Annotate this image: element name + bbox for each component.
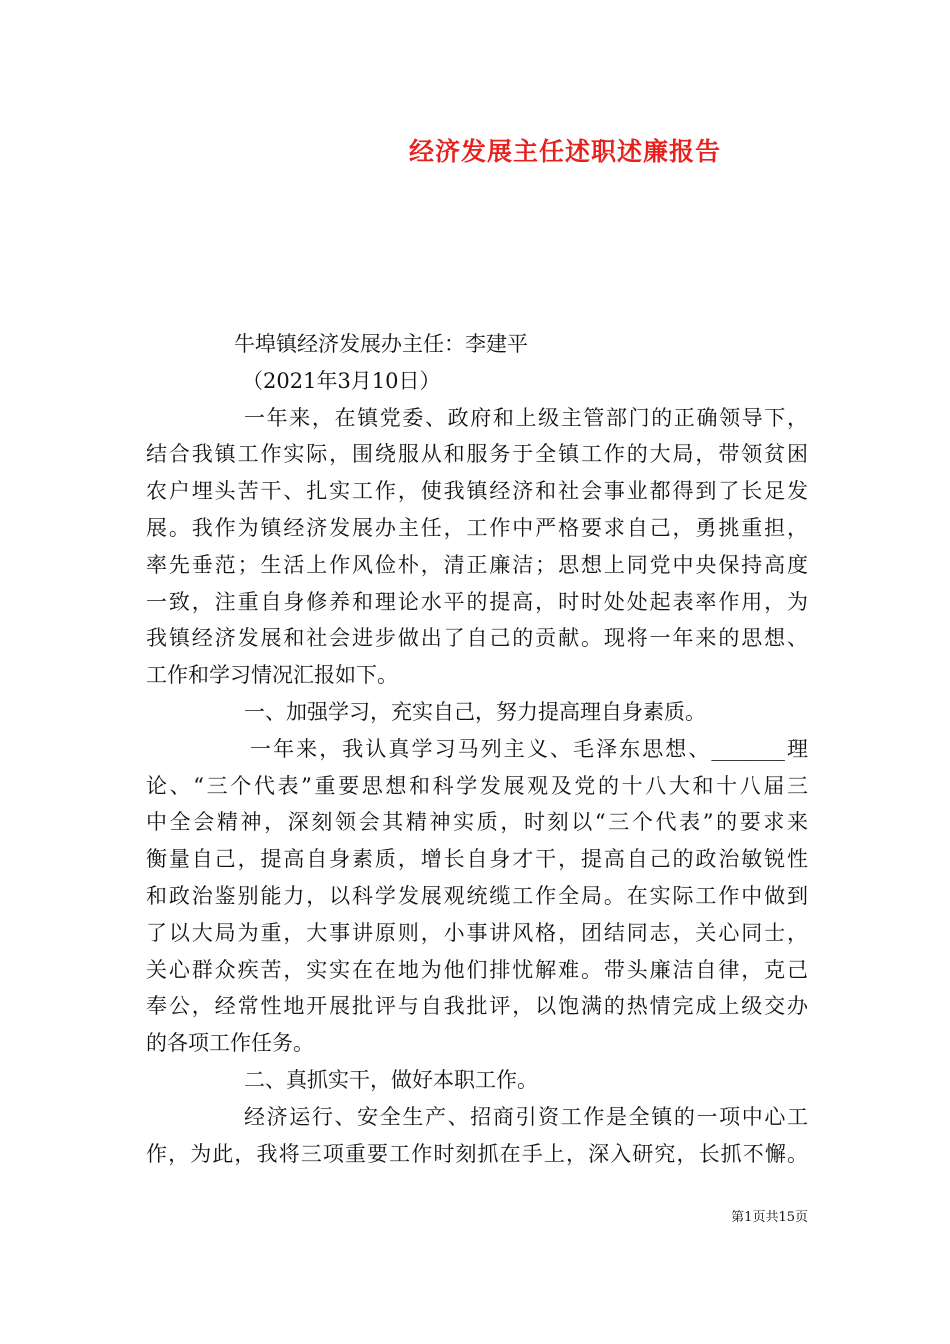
paragraph-line: 衡量自己，提高自身素质，增长自身才干，提高自己的政治敏锐性	[146, 847, 808, 872]
paragraph-line: 中全会精神，深刻领会其精神实质，时刻以“三个代表”的要求来	[146, 810, 808, 835]
section-heading: 一、加强学习，充实自己，努力提高理自身素质。	[244, 699, 706, 724]
paragraph-line: 工作和学习情况汇报如下。	[146, 663, 398, 688]
paragraph-line: 关心群众疾苦，实实在在地为他们排忧解难。带头廉洁自律，克己	[146, 957, 808, 982]
paragraph-line: 作，为此，我将三项重要工作时刻抓在手上，深入研究，长抓不懈。	[146, 1141, 808, 1166]
paragraph-line: 和政治鉴别能力，以科学发展观统缆工作全局。在实际工作中做到	[146, 883, 808, 908]
document-title: 经济发展主任述职述廉报告	[408, 137, 721, 166]
paragraph-line: 一年来，在镇党委、政府和上级主管部门的正确领导下，	[244, 405, 808, 430]
paragraph-line: 一致，注重自身修养和理论水平的提高，时时处处起表率作用，为	[146, 589, 808, 614]
page-footer: 第1页共15页	[731, 1210, 808, 1225]
section-heading: 二、真抓实干，做好本职工作。	[244, 1067, 538, 1092]
document-body	[146, 326, 808, 1172]
paragraph-line: 论、“三个代表”重要思想和科学发展观及党的十八大和十八届三	[146, 773, 808, 798]
paragraph-line: 奉公，经常性地开展批评与自我批评，以饱满的热情完成上级交办	[146, 994, 808, 1019]
paragraph-line: 展。我作为镇经济发展办主任，工作中严格要求自己，勇挑重担，	[146, 515, 808, 540]
paragraph-line: 结合我镇工作实际，围绕服从和服务于全镇工作的大局，带领贫困	[146, 442, 808, 467]
author-line: 牛埠镇经济发展办主任：李建平	[234, 332, 528, 356]
date-line: （2021年3月10日）	[242, 368, 441, 393]
paragraph-line: 我镇经济发展和社会进步做出了自己的贡献。现将一年来的思想、	[146, 626, 808, 651]
paragraph-line: 了以大局为重，大事讲原则，小事讲风格，团结同志，关心同士，	[146, 920, 808, 945]
paragraph-line: 一年来，我认真学习马列主义、毛泽东思想、_______理	[250, 736, 808, 761]
paragraph-line: 率先垂范；生活上作风俭朴，清正廉洁；思想上同党中央保持高度	[146, 552, 808, 577]
paragraph-line: 经济运行、安全生产、招商引资工作是全镇的一项中心工	[244, 1104, 808, 1129]
paragraph-line: 的各项工作任务。	[146, 1031, 314, 1056]
paragraph-line: 农户埋头苦干、扎实工作，使我镇经济和社会事业都得到了长足发	[146, 479, 808, 504]
